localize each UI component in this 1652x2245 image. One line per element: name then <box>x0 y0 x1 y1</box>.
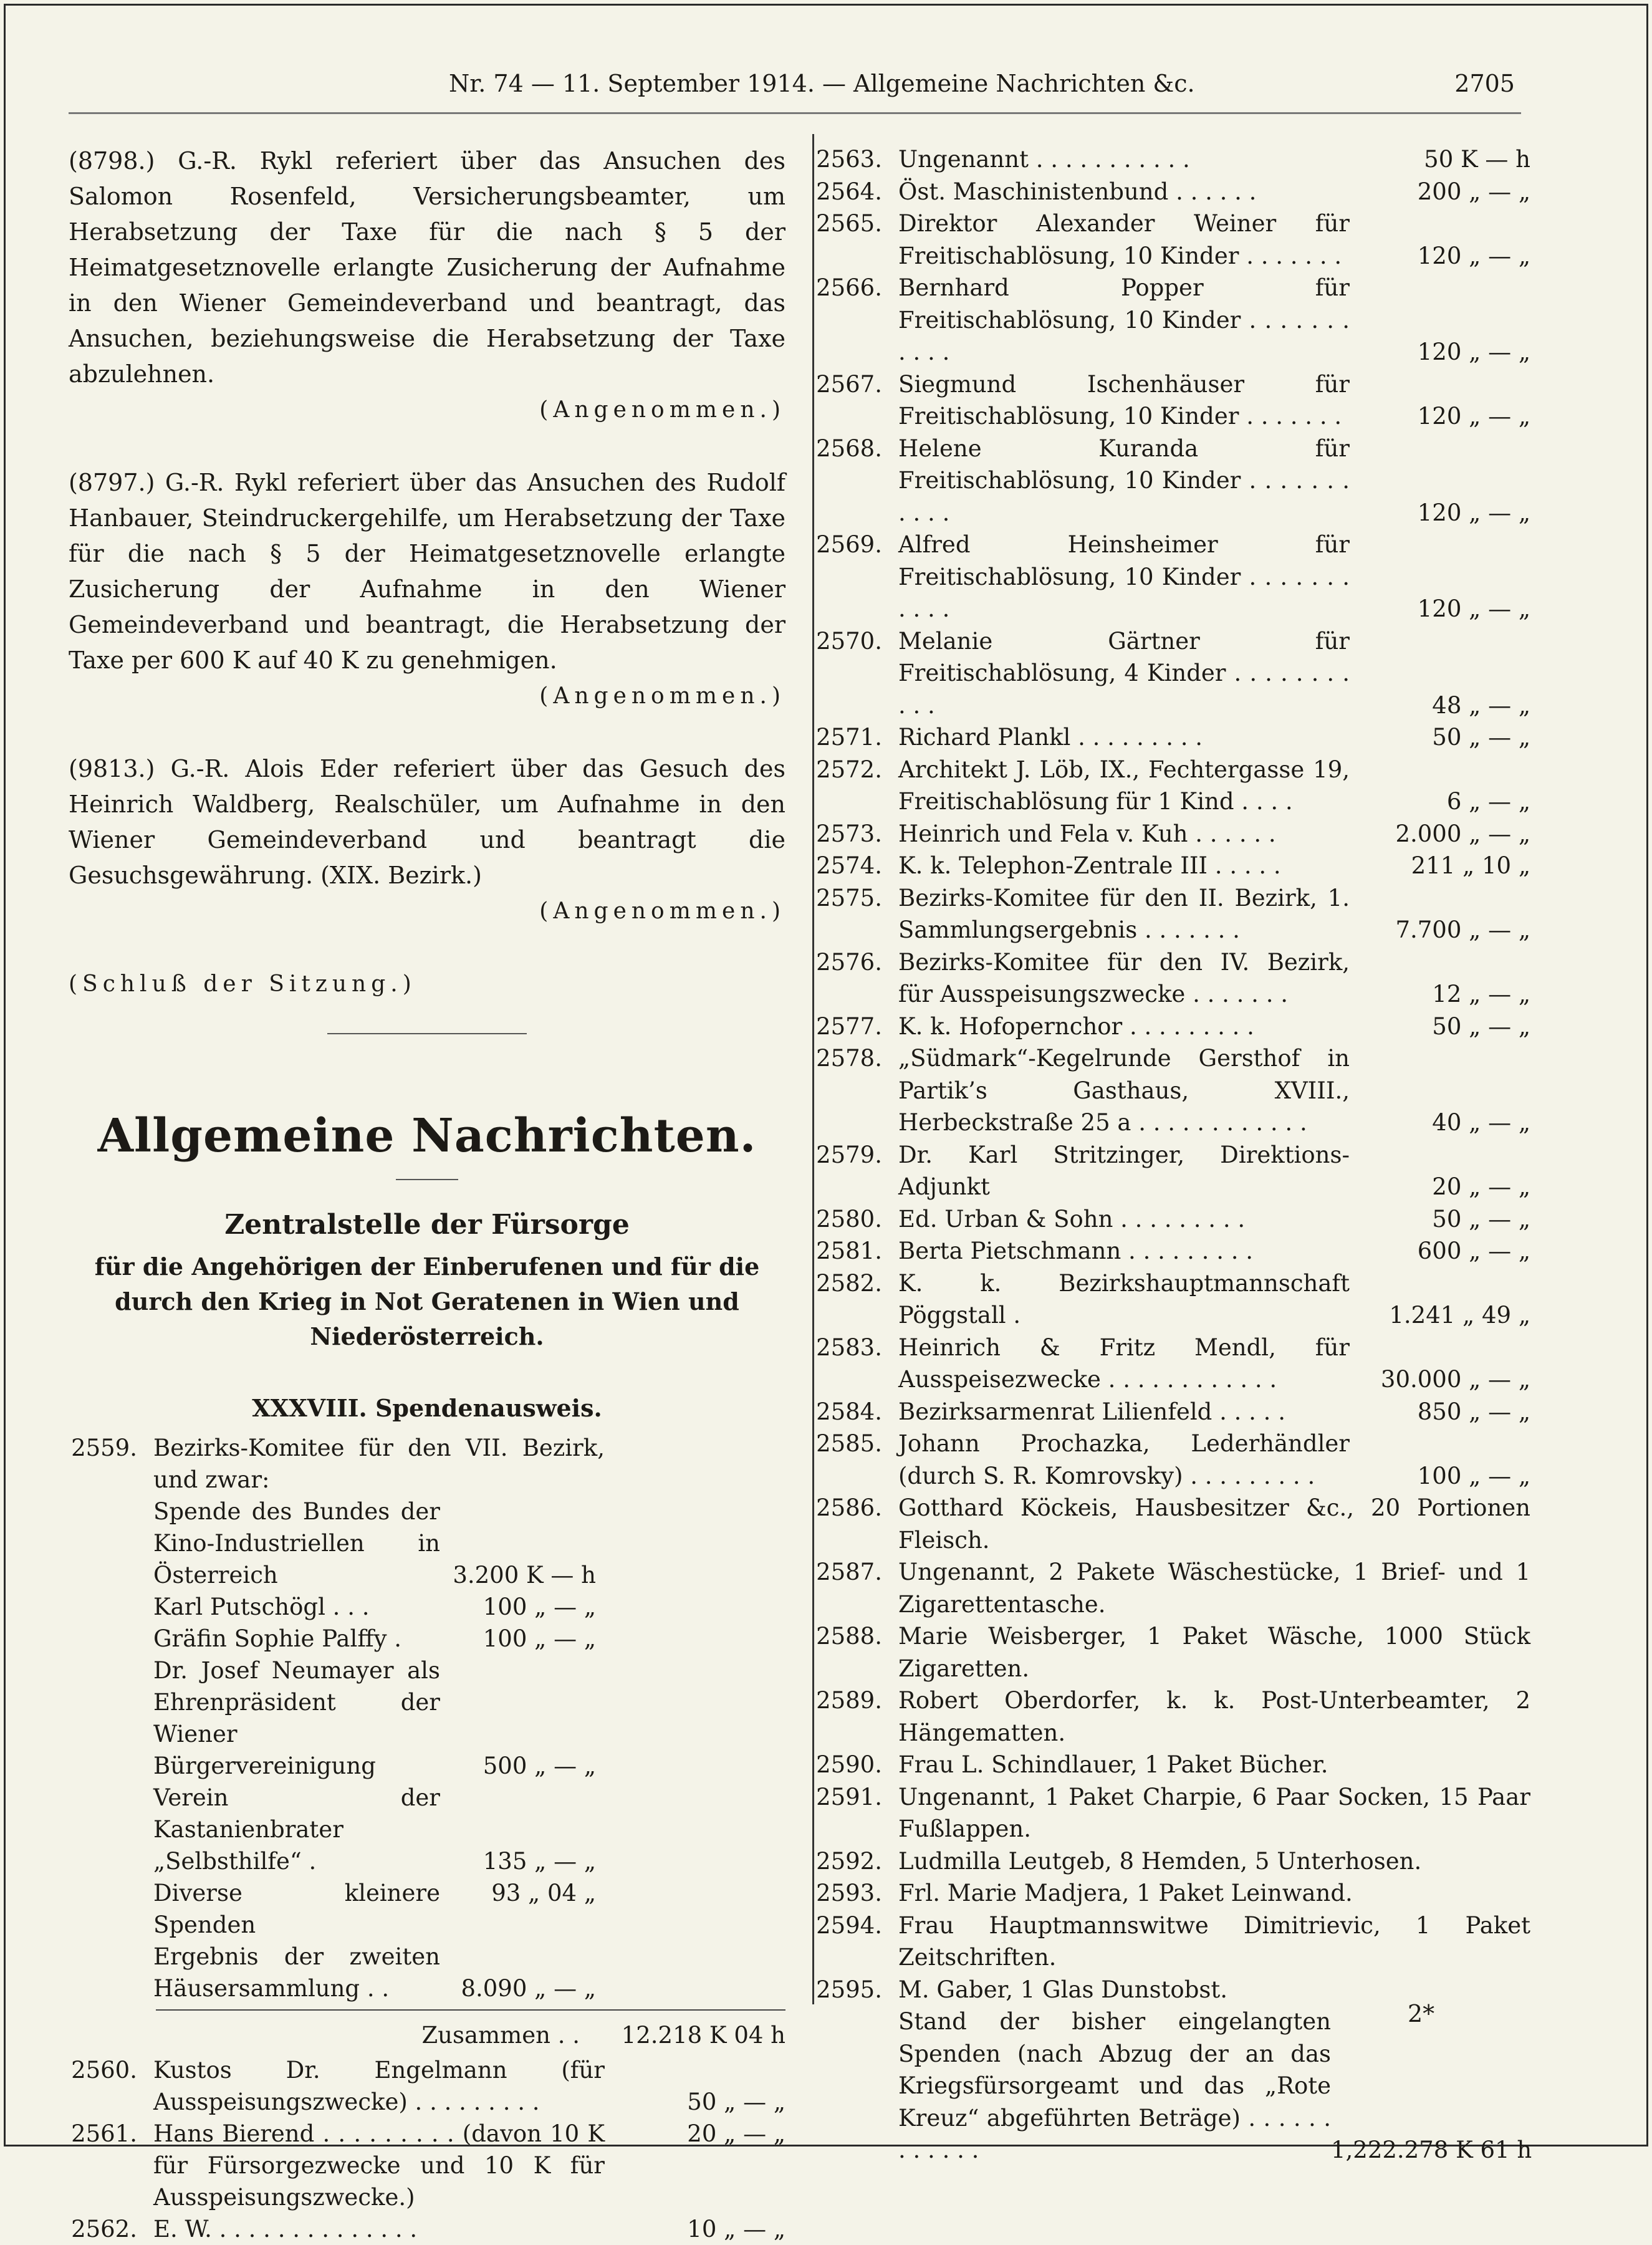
list-item <box>814 1235 1530 1267</box>
sub-item-text: Karl Putschögl . . . <box>153 1594 370 1620</box>
list-item <box>814 1910 1530 1974</box>
entry-number: 2572. <box>816 756 882 783</box>
entry-amount: 7.700 „ — „ <box>1395 916 1530 943</box>
entry-number: 2588. <box>816 1623 882 1650</box>
header-title: Nr. 74 — 11. September 1914. — Allgemeine Nachrichten &c. <box>449 70 1195 97</box>
list-item <box>814 1620 1530 1685</box>
section-title: Allgemeine Nachrichten. <box>97 1109 757 1163</box>
sub-item-text: Dr. Josef Neumayer als Ehrenpräsident der Wiener Bürgervereinigung <box>153 1657 440 1779</box>
entry-number: 2559. <box>71 1435 137 1461</box>
list-item <box>814 1267 1530 1332</box>
sub-item <box>153 1782 596 1877</box>
entry-text: Bezirks-Komitee für den VII. Bezirk, und zwar: <box>153 1435 605 1493</box>
entry-number: 2574. <box>816 852 882 879</box>
entry-amount: 850 „ — „ <box>1417 1398 1530 1425</box>
list-item <box>814 721 1530 754</box>
page-number: 2705 <box>1454 70 1515 97</box>
entry-text: Ungenannt, 1 Paket Charpie, 6 Paar Socken, 15 Paar Fußlappen. <box>898 1783 1530 1842</box>
list-title: XXXVIII. Spendenausweis. <box>252 1394 602 1422</box>
summary-row <box>814 2006 1530 2166</box>
summary-text: Stand der bisher eingelangten Spenden (nach Abzug der an das Kriegsfürsorgeamt und das „Rote Kreuz“ abgeführten Beträge) . . . . . . . . . . . . <box>898 2008 1331 2163</box>
list-item <box>814 754 1530 818</box>
list-item <box>814 625 1530 722</box>
entry-text: Helene Kuranda für Freitischablösung, 10 Kinder . . . . . . . . . . . <box>898 435 1350 526</box>
list-item <box>814 529 1530 625</box>
entry-amount: 6 „ — „ <box>1446 788 1530 815</box>
entry-amount: 200 „ — „ <box>1417 178 1530 205</box>
list-item <box>814 1203 1530 1236</box>
entry-text: Frl. Marie Madjera, 1 Paket Leinwand. <box>898 1880 1353 1906</box>
entry-number: 2577. <box>816 1012 882 1040</box>
entry-amount: 600 „ — „ <box>1417 1238 1530 1264</box>
total-label: Zusammen . . <box>421 2022 580 2049</box>
donation-list-right <box>814 143 1530 2006</box>
sub-item <box>153 1877 596 1941</box>
entry-text: Ed. Urban & Sohn . . . . . . . . . <box>898 1205 1246 1233</box>
entry-amount: 120 „ — „ <box>1417 595 1530 622</box>
entry-amount: 100 „ — „ <box>1417 1462 1530 1489</box>
right-column <box>814 143 1530 2166</box>
sub-item <box>153 1496 596 1591</box>
entry-text: Ungenannt, 2 Pakete Wäschestücke, 1 Brief- und 1 Zigarettentasche. <box>898 1559 1530 1618</box>
resolution-text: (8798.) G.-R. Rykl referiert über das Ansuchen des Salomon Rosenfeld, Versicherungsbeamter, um Herabsetzung der Taxe für die nach § 5 der Heimatgesetznovelle erlangte Zusicherung der Aufnahme in den Wiener Gemeindeverband und beantragt, das Ansuchen, beziehungsweise die Herabsetzung der Taxe abzulehnen. <box>69 147 785 388</box>
list-item <box>814 1139 1530 1203</box>
entry-amount: 120 „ — „ <box>1417 339 1530 365</box>
sub-item-amount: 3.200 K — h <box>453 1562 596 1589</box>
page-header <box>449 70 1515 107</box>
entry-text: E. W. . . . . . . . . . . . . . . <box>153 2216 418 2243</box>
entry-text: Richard Plankl . . . . . . . . . <box>898 724 1203 751</box>
resolution-9813 <box>69 751 785 929</box>
entry-amount: 30.000 „ — „ <box>1380 1366 1530 1393</box>
entry-text: K. k. Telephon-Zentrale III . . . . . <box>898 852 1281 879</box>
entry-text: Heinrich & Fritz Mendl, für Ausspeisezwecke . . . . . . . . . . . . <box>898 1334 1350 1393</box>
entry-text: Robert Oberdorfer, k. k. Post-Unterbeamter, 2 Hängematten. <box>898 1687 1530 1746</box>
entry-amount: 40 „ — „ <box>1432 1109 1530 1136</box>
entry-number: 2595. <box>816 1976 882 2003</box>
resolution-8797 <box>69 465 785 714</box>
entry-amount: 50 „ — „ <box>1432 1012 1530 1040</box>
entry-amount: 50 „ — „ <box>1432 1205 1530 1233</box>
left-column <box>69 143 785 2245</box>
entry-amount: 120 „ — „ <box>1417 242 1530 269</box>
entry-text: Frau Hauptmannswitwe Dimitrievic, 1 Paket Zeitschriften. <box>898 1911 1530 1971</box>
entry-number: 2590. <box>816 1751 882 1778</box>
header-rule <box>69 112 1521 114</box>
list-item <box>814 1042 1530 1139</box>
entry-amount: 211 „ 10 „ <box>1411 852 1530 879</box>
sub-item <box>153 1941 596 2004</box>
list-item <box>814 1877 1530 1910</box>
list-item <box>814 850 1530 882</box>
resolution-text: (8797.) G.-R. Rykl referiert über das Ansuchen des Rudolf Hanbauer, Steindruckergehilfe, um Herabsetzung der Taxe für die nach § 5 der Heimatgesetznovelle erlangte Zusicherung der Aufnahme in den Wiener Gemeindeverband und beantragt, die Herabsetzung der Taxe per 600 K auf 40 K zu genehmigen. <box>69 469 785 674</box>
list-item <box>814 368 1530 433</box>
entry-number: 2561. <box>71 2120 137 2147</box>
entry-text: Bezirks-Komitee für den II. Bezirk, 1. Sammlungsergebnis . . . . . . . <box>898 884 1350 943</box>
entry-text: Heinrich und Fela v. Kuh . . . . . . <box>898 820 1276 847</box>
entry-text: Frau L. Schindlauer, 1 Paket Bücher. <box>898 1751 1328 1778</box>
entry-text: Öst. Maschinistenbund . . . . . . <box>898 178 1257 205</box>
entry-text: Direktor Alexander Weiner für Freitischablösung, 10 Kinder . . . . . . . <box>898 210 1350 269</box>
entry-amount: 10 „ — „ <box>687 2216 785 2243</box>
entry-number: 2569. <box>816 531 882 558</box>
entry-text: Gotthard Köckeis, Hausbesitzer &c., 20 Portionen Fleisch. <box>898 1494 1530 1554</box>
entry-number: 2568. <box>816 435 882 462</box>
entry-number: 2570. <box>816 627 882 655</box>
entry-number: 2578. <box>816 1045 882 1072</box>
entry-number: 2562. <box>71 2216 137 2243</box>
entry-text: Bernhard Popper für Freitischablösung, 10 Kinder . . . . . . . . . . . <box>898 274 1350 365</box>
list-item <box>814 1685 1530 1749</box>
list-item <box>814 176 1530 208</box>
entry-number: 2594. <box>816 1911 882 1939</box>
entry-number: 2582. <box>816 1269 882 1297</box>
sub-item-amount: 8.090 „ — „ <box>461 1975 596 2002</box>
list-item <box>814 1492 1530 1556</box>
entry-amount: 20 „ — „ <box>687 2120 785 2147</box>
list-item <box>814 272 1530 368</box>
summary-amount: 1,222.278 K 61 h <box>1331 2137 1532 2163</box>
sub-item-text: Spende des Bundes der Kino-Industriellen in Österreich <box>153 1498 440 1589</box>
total-row <box>69 2017 785 2054</box>
entry-amount: 50 „ — „ <box>687 2089 785 2115</box>
entry-number: 2591. <box>816 1783 882 1810</box>
list-item <box>814 1556 1530 1620</box>
donation-list-left <box>69 1432 785 2245</box>
entry-text: Ludmilla Leutgeb, 8 Hemden, 5 Unterhosen. <box>898 1847 1422 1875</box>
list-item <box>69 2213 785 2245</box>
entry-number: 2567. <box>816 370 882 398</box>
entry-text: M. Gaber, 1 Glas Dunstobst. <box>898 1976 1228 2003</box>
list-item <box>69 2118 785 2213</box>
list-item <box>69 1432 785 1496</box>
entry-number: 2592. <box>816 1847 882 1875</box>
list-item <box>814 1781 1530 1845</box>
list-item <box>814 208 1530 272</box>
list-item <box>814 818 1530 850</box>
entry-text: Siegmund Ischenhäuser für Freitischablösung, 10 Kinder . . . . . . . <box>898 370 1350 430</box>
entry-amount: 50 K — h <box>1424 146 1530 173</box>
entry-number: 2566. <box>816 274 882 301</box>
list-item <box>814 1396 1530 1428</box>
entry-text: Marie Weisberger, 1 Paket Wäsche, 1000 Stück Zigaretten. <box>898 1623 1530 1682</box>
sub-item-text: Gräfin Sophie Palffy . <box>153 1625 402 1652</box>
sub-item-amount: 100 „ — „ <box>483 1625 596 1652</box>
entry-number: 2565. <box>816 210 882 237</box>
section-divider <box>327 1033 527 1034</box>
entry-number: 2563. <box>816 146 882 173</box>
entry-number: 2584. <box>816 1398 882 1425</box>
entry-number: 2587. <box>816 1559 882 1585</box>
resolution-result: (Angenommen.) <box>539 683 785 709</box>
entry-amount: 12 „ — „ <box>1432 981 1530 1007</box>
resolution-result: (Angenommen.) <box>539 898 785 924</box>
sub-item <box>153 1655 596 1782</box>
session-closing: (Schluß der Sitzung.) <box>69 971 416 997</box>
sub-item <box>153 1591 596 1623</box>
sub-item-text: Ergebnis der zweiten Häusersammlung . . <box>153 1943 440 2002</box>
entry-text: Alfred Heinsheimer für Freitischablösung, 10 Kinder . . . . . . . . . . . <box>898 531 1350 622</box>
entry-amount: 50 „ — „ <box>1432 724 1530 751</box>
sub-item-text: Verein der Kastanienbrater „Selbsthilfe“ . <box>153 1784 440 1875</box>
sub-item-amount: 93 „ 04 „ <box>491 1880 596 1906</box>
entry-number: 2581. <box>816 1238 882 1264</box>
sub-item-amount: 500 „ — „ <box>483 1752 596 1779</box>
entry-text: Hans Bierend . . . . . . . . . (davon 10 K für Fürsorgezwecke und 10 K für Ausspeisungszwecke.) <box>153 2120 605 2211</box>
entry-amount: 120 „ — „ <box>1417 403 1530 430</box>
entry-amount: 120 „ — „ <box>1417 499 1530 526</box>
entry-number: 2580. <box>816 1205 882 1233</box>
list-item <box>814 1011 1530 1043</box>
entry-number: 2579. <box>816 1141 882 1168</box>
entry-number: 2576. <box>816 948 882 976</box>
sub-item-amount: 100 „ — „ <box>483 1594 596 1620</box>
list-item <box>69 2054 785 2118</box>
resolution-8798 <box>69 143 785 428</box>
entry-number: 2593. <box>816 1880 882 1906</box>
total-amount: 12.218 K 04 h <box>621 2022 785 2049</box>
list-item <box>814 1332 1530 1396</box>
list-item <box>814 1845 1530 1878</box>
entry-amount: 20 „ — „ <box>1432 1173 1530 1200</box>
entry-number: 2571. <box>816 724 882 751</box>
entry-text: „Südmark“-Kegelrunde Gersthof in Partik’s Gasthaus, XVIII., Herbeckstraße 25 a . . . . . . . . . . . . <box>898 1045 1350 1136</box>
resolution-text: (9813.) G.-R. Alois Eder referiert über das Gesuch des Heinrich Waldberg, Realschüler, um Aufnahme in den Wiener Gemeindeverband und beantragt die Gesuchsgewährung. (XIX. Bezirk.) <box>69 755 785 889</box>
entry-amount: 2.000 „ — „ <box>1395 820 1530 847</box>
entry-amount: 1.241 „ 49 „ <box>1389 1302 1530 1329</box>
entry-text: Dr. Karl Stritzinger, Direktions-Adjunkt <box>898 1141 1350 1200</box>
list-item <box>814 882 1530 946</box>
entry-number: 2560. <box>71 2057 137 2084</box>
entry-text: Bezirks-Komitee für den IV. Bezirk, für Ausspeisungszwecke . . . . . . . <box>898 948 1350 1007</box>
entry-number: 2585. <box>816 1430 882 1457</box>
sub-item-text: Diverse kleinere Spenden <box>153 1880 440 1938</box>
entry-text: Melanie Gärtner für Freitischablösung, 4 Kinder . . . . . . . . . . . <box>898 627 1350 719</box>
list-item <box>814 946 1530 1011</box>
list-item <box>814 433 1530 529</box>
resolution-result: (Angenommen.) <box>539 397 785 423</box>
entry-text: Architekt J. Löb, IX., Fechtergasse 19, Freitischablösung für 1 Kind . . . . <box>898 756 1350 815</box>
entry-number: 2573. <box>816 820 882 847</box>
entry-text: Johann Prochazka, Lederhändler (durch S. R. Komrovsky) . . . . . . . . . <box>898 1430 1350 1489</box>
entry-number: 2586. <box>816 1494 882 1521</box>
entry-text: Kustos Dr. Engelmann (für Ausspeisungszwecke) . . . . . . . . . <box>153 2057 605 2115</box>
list-item <box>814 1749 1530 1781</box>
signature-mark: 2* <box>1408 2000 1435 2027</box>
org-title: Zentralstelle der Fürsorge <box>224 1209 630 1241</box>
title-divider <box>396 1179 458 1180</box>
entry-text: K. k. Bezirkshauptmannschaft Pöggstall . <box>898 1269 1350 1329</box>
entry-number: 2575. <box>816 884 882 911</box>
entry-text: Bezirksarmenrat Lilienfeld . . . . . <box>898 1398 1285 1425</box>
sub-item <box>153 1623 596 1655</box>
entry-text: K. k. Hofopernchor . . . . . . . . . <box>898 1012 1254 1040</box>
entry-number: 2589. <box>816 1687 882 1714</box>
total-rule <box>156 2009 785 2011</box>
entry-text: Berta Pietschmann . . . . . . . . . <box>898 1238 1254 1264</box>
org-subtitle: für die Angehörigen der Einberufenen und für die durch den Krieg in Not Geratenen in Wien und Niederösterreich. <box>94 1252 760 1350</box>
list-item <box>814 1428 1530 1492</box>
entry-number: 2583. <box>816 1334 882 1361</box>
entry-text: Ungenannt . . . . . . . . . . . <box>898 146 1190 173</box>
sub-item-amount: 135 „ — „ <box>483 1848 596 1875</box>
entry-number: 2564. <box>816 178 882 205</box>
list-item <box>814 143 1530 176</box>
entry-amount: 48 „ — „ <box>1432 691 1530 719</box>
